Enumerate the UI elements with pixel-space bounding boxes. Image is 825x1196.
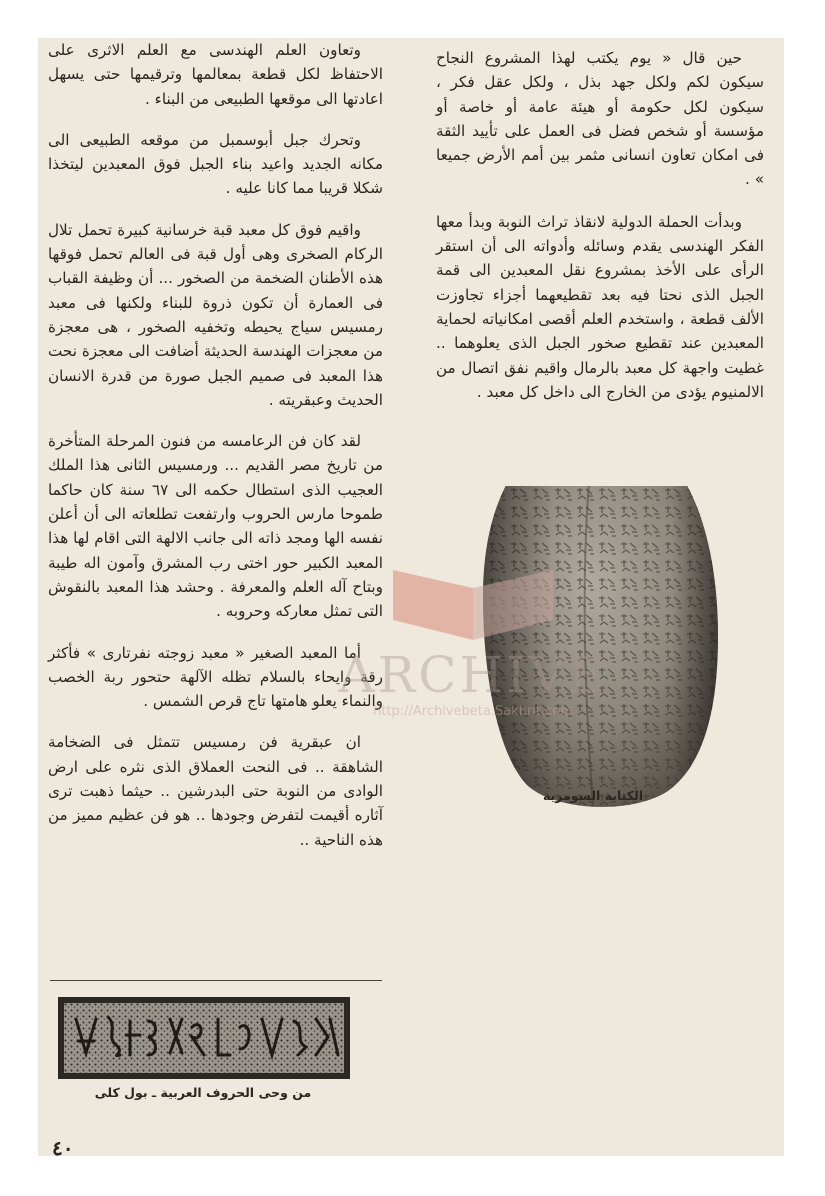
klee-caption: من وحى الحروف العربية ـ بول كلى	[94, 1085, 312, 1100]
paragraph: وتعاون العلم الهندسى مع العلم الاثرى على الاحتفاظ لكل قطعة بمعالمها وترقيمها حتى يسهل اعادتها الى موقعها الطبيعى من البناء .	[48, 41, 383, 108]
sumerian-tablet-photo	[443, 486, 743, 816]
magazine-page	[38, 38, 784, 1160]
paragraph: أما المعبد الصغير « معبد زوجته نفرتارى » فأكثر رقة وايحاء بالسلام تظله الآلهة حتحور ربة الخصب والنماء يعلو هامتها تاج قرص الشمس .	[48, 643, 383, 711]
divider-line	[50, 980, 382, 981]
left-text-column	[48, 38, 383, 869]
right-text-column	[436, 46, 764, 422]
sumerian-caption: الكتابة السومرية	[543, 788, 643, 803]
paragraph: وتحرك جبل أبوسمبل من موقعه الطبيعى الى مكانه الجديد واعيد بناء الجبل فوق المعبدين ليتخذا شكلا قريبا مما كانا عليه .	[48, 130, 383, 198]
calligraphy-plaque-image	[58, 997, 350, 1079]
sumerian-tablet-image	[443, 486, 743, 816]
paragraph: وبدأت الحملة الدولية لانقاذ تراث النوبة وبدأ معها الفكر الهندسى يقدم وسائله وأدواته الى أن استقر الرأى على الأخذ بمشروع نقل المعبدين الى قمة الجبل الذى نحتا فيه بعد تقطيعهما أجزاء تجاوزت الألف قطعة ، واستخدم العلم أقصى امكانياته لحماية المعبدين عند تقطيع صخور الجبل الذى يعلوهما .. غطيت واجهة كل معبد بالرمال واقيم نفق اتصال من الالمنيوم يؤدى من الخارج الى داخل كل معبد .	[436, 212, 764, 401]
page-number: ٤٠	[52, 1136, 74, 1160]
paragraph: حين قال « يوم يكتب لهذا المشروع النجاح سيكون لكم ولكل جهد بذل ، ولكل عقل فكر ، سيكون لكل حكومة أو هيئة عامة أو خاصة أو مؤسسة أو شخص فضل فى العمل على تأييد الثقة فى امكان تعاون انسانى مثمر بين أمم الأرض جميعا » .	[436, 49, 764, 189]
arabic-letters-artwork	[58, 997, 350, 1079]
paragraph: لقد كان فن الرعامسه من فنون المرحلة المتأخرة من تاريخ مصر القديم ... ورمسيس الثانى هذا الملك العجيب الذى استطال حكمه الى ٦٧ سنة كان حاكما طموحا مارس الحروب وارتفعت تطلعاته الى أن أعلن نفسه الها ومجد ذاته الى جانب الالهة التى اقام لها هذا المعبد الكبير حور اختى رب المشرق وآمون اله طيبة وبتاح آله العلم والمعرفة . وحشد هذا المعبد بالنقوش التى تمثل معاركه وحروبه .	[48, 432, 383, 621]
watermark-url: http://Archivebeta.Sakhrit.com	[373, 704, 573, 719]
watermark-title: ARCHIVE	[338, 646, 608, 704]
paragraph: واقيم فوق كل معبد قبة خرسانية كبيرة تحمل تلال الركام الصخرى وهى أول قبة فى العالم تحمل فوقها هذه الأطنان الضخمة من الصخور ... أن وظيفة القباب فى العمارة أن تكون ذروة للبناء ولكنها فى معبد رمسيس سياج يحيطه وتخفيه الصخور ، هى معجزة من معجزات الهندسة الحديثة أضافت الى معجزة نحت هذا المعبد فى صميم الجبل صورة من قدرة الانسان الحديث وعبقريته .	[48, 220, 383, 409]
paragraph: ان عبقرية فن رمسيس تتمثل فى الضخامة الشاهقة .. فى النحت العملاق الذى نثره على ارض الوادى من النوبة حتى البدرشين .. حيثما ذهبت ترى آثاره أقيمت لتفرض وجودها .. هو فن عظيم مميز من هذه الناحية ..	[48, 733, 383, 849]
